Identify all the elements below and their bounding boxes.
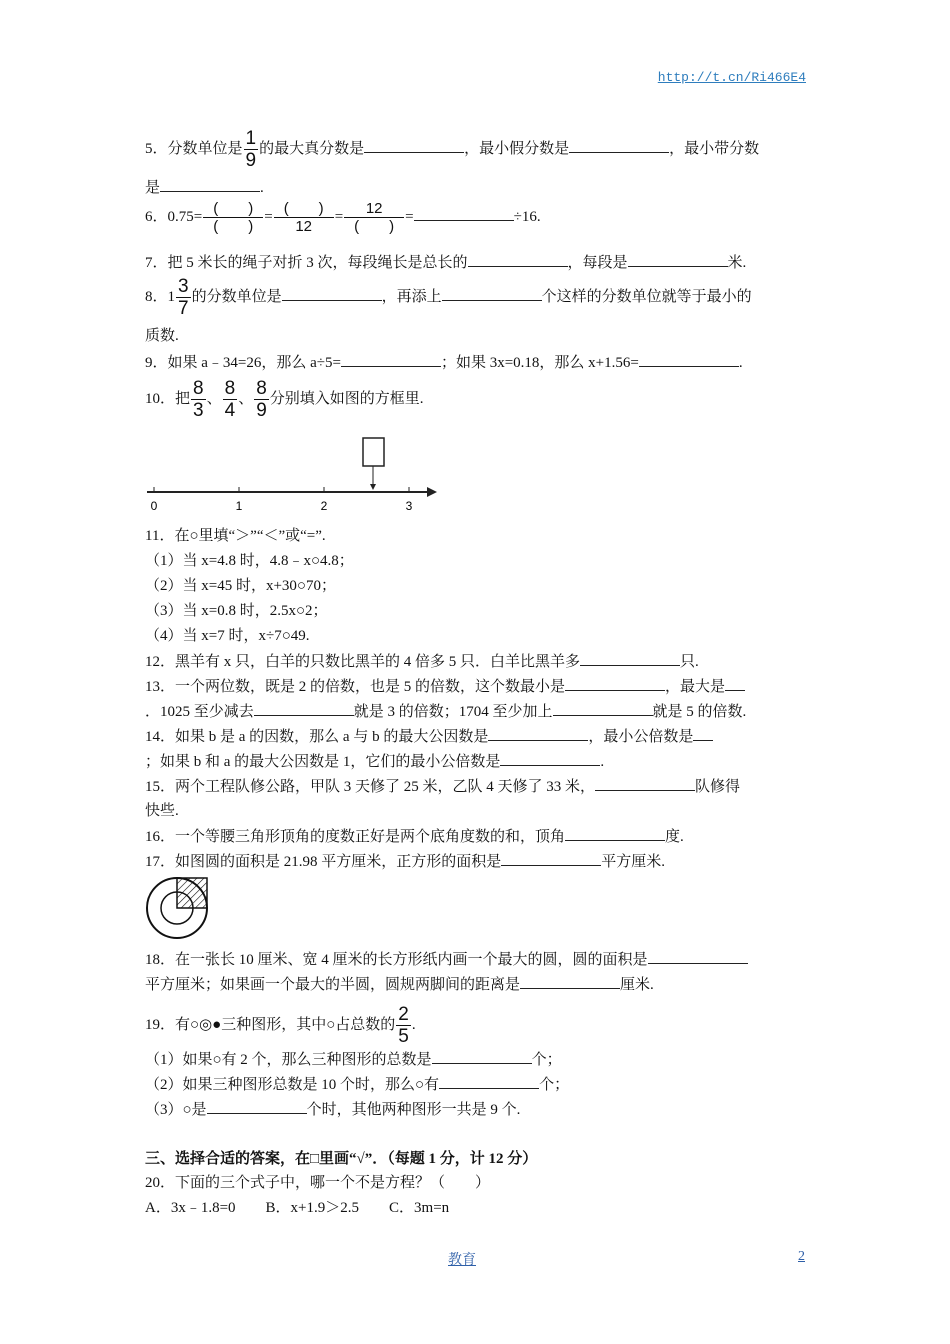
tick-label: 2 — [320, 499, 328, 513]
answer-blank[interactable] — [595, 776, 695, 791]
fraction: $\frac{( )}{( )}$ — [203, 200, 263, 235]
option-c[interactable]: C．3m=n — [389, 1200, 450, 1216]
fraction: $\frac{3}{7}$ — [178, 276, 189, 319]
question-13-cont: ．1025 至少减去 就是 3 的倍数；1704 至少加上 就是 5 的倍数. — [145, 701, 746, 722]
question-16: 16．一个等腰三角形顶角的度数正好是两个底角度数的和，顶角 度. — [145, 826, 684, 847]
answer-blank[interactable] — [282, 286, 382, 301]
fraction: $\frac{8}{9}$ — [256, 378, 267, 421]
question-15: 15．两个工程队修公路，甲队 3 天修了 25 米，乙队 4 天修了 33 米， 队修得 — [145, 776, 740, 797]
question-10: 10．把 $\frac{8}{3}$ 、 $\frac{8}{4}$ 、 $\frac{8}{9}$ 分别填入如图的方框里. — [145, 378, 424, 421]
answer-blank[interactable] — [648, 949, 748, 964]
question-11-item: （1）当 x=4.8 时，4.8﹣x○4.8； — [145, 553, 354, 569]
question-9: 9．如果 a﹣34=26，那么 a÷5= ；如果 3x=0.18，那么 x+1.56= . — [145, 352, 743, 373]
footer-label[interactable]: 教育 — [448, 1253, 476, 1268]
question-12: 12．黑羊有 x 只，白羊的只数比黑羊的 4 倍多 5 只．白羊比黑羊多 只. — [145, 651, 699, 672]
fraction: $\frac{1}{9}$ — [245, 128, 257, 171]
tick-label: 1 — [235, 499, 243, 513]
answer-blank[interactable] — [628, 252, 728, 267]
fraction: $\frac{8}{4}$ — [224, 378, 236, 421]
question-14: 14．如果 b 是 a 的因数，那么 a 与 b 的最大公因数是 ，最小公倍数是 — [145, 726, 713, 747]
number-line-figure — [143, 432, 443, 514]
answer-blank[interactable] — [569, 138, 669, 153]
fraction: $\frac{8}{3}$ — [193, 378, 204, 421]
answer-blank[interactable] — [254, 701, 354, 716]
answer-blank[interactable] — [565, 676, 665, 691]
arrow-head — [370, 484, 376, 490]
answer-blank[interactable] — [207, 1099, 307, 1114]
answer-blank[interactable] — [639, 352, 739, 367]
answer-blank[interactable] — [432, 1049, 532, 1064]
answer-blank[interactable] — [414, 206, 514, 221]
question-19: 19．有○◎●三种图形，其中○占总数的 $\frac{2}{5}$ . — [145, 1004, 416, 1047]
question-11-item: （4）当 x=7 时，x÷7○49. — [145, 628, 310, 644]
answer-blank[interactable] — [341, 352, 441, 367]
page-number: 2 — [798, 1249, 805, 1264]
tick-label: 3 — [405, 499, 413, 513]
circle-square-figure — [144, 874, 214, 944]
question-17: 17．如图圆的面积是 21.98 平方厘米，正方形的面积是 平方厘米. — [145, 851, 665, 872]
answer-blank[interactable] — [520, 974, 620, 989]
question-15-cont: 快些. — [145, 803, 179, 819]
option-b[interactable]: B．x+1.9＞2.5 — [265, 1200, 360, 1216]
answer-box — [363, 438, 384, 466]
question-5-cont: 是 . — [145, 177, 264, 198]
fraction: $\frac{2}{5}$ — [398, 1004, 409, 1047]
question-11-item: （3）当 x=0.8 时，2.5x○2； — [145, 603, 328, 619]
fraction: $\frac{12}{( )}$ — [344, 200, 404, 235]
question-8-cont: 质数. — [145, 328, 179, 344]
question-6: 6．0.75= $\frac{( )}{( )}$ = $\frac{( )}{12}$ = $\frac{12}{( )}$ = ÷16. — [145, 200, 541, 235]
question-18-cont: 平方厘米；如果画一个最大的半圆，圆规两脚间的距离是 厘米. — [145, 974, 654, 995]
section-3-title: 三、选择合适的答案，在□里画“√”．（每题 1 分，计 12 分） — [145, 1151, 538, 1167]
fraction: $\frac{( )}{12}$ — [274, 200, 334, 235]
answer-blank[interactable] — [468, 252, 568, 267]
answer-blank[interactable] — [501, 851, 601, 866]
question-19-item: （3）○是 个时，其他两种图形一共是 9 个. — [145, 1099, 520, 1120]
answer-blank[interactable] — [488, 726, 588, 741]
tick-label: 0 — [150, 499, 158, 513]
question-7: 7．把 5 米长的绳子对折 3 次，每段绳长是总长的 ，每段是 米. — [145, 252, 746, 273]
question-20: 20．下面的三个式子中，哪一个不是方程？（ ） — [145, 1175, 491, 1191]
question-20-options — [145, 1198, 449, 1218]
answer-blank[interactable] — [553, 701, 653, 716]
question-8: 8．1 $\frac{3}{7}$ 的分数单位是 ，再添上 个这样的分数单位就等于最小的 — [145, 276, 752, 319]
answer-blank[interactable] — [580, 651, 680, 666]
question-19-item: （1）如果○有 2 个，那么三种图形的总数是 个； — [145, 1049, 562, 1070]
answer-blank[interactable] — [364, 138, 464, 153]
answer-blank[interactable] — [725, 676, 745, 691]
answer-blank[interactable] — [442, 286, 542, 301]
answer-blank[interactable] — [160, 177, 260, 192]
question-11-title: 11．在○里填“＞”“＜”或“=”. — [145, 528, 326, 544]
axis-arrow — [427, 487, 437, 497]
header-url[interactable]: http://t.cn/Ri466E4 — [657, 70, 806, 85]
question-14-cont: ；如果 b 和 a 的最大公因数是 1，它们的最小公倍数是 . — [145, 751, 604, 772]
question-11-item: （2）当 x=45 时，x+30○70； — [145, 578, 336, 594]
answer-blank[interactable] — [693, 726, 713, 741]
question-18: 18．在一张长 10 厘米、宽 4 厘米的长方形纸内画一个最大的圆，圆的面积是 — [145, 949, 748, 970]
question-5: 5．分数单位是 $\frac{1}{9}$ 的最大真分数是 ，最小假分数是 ，最小带分数 — [145, 128, 760, 171]
answer-blank[interactable] — [565, 826, 665, 841]
question-13: 13．一个两位数，既是 2 的倍数，也是 5 的倍数，这个数最小是 ，最大是 — [145, 676, 745, 697]
answer-blank[interactable] — [439, 1074, 539, 1089]
question-19-item: （2）如果三种图形总数是 10 个时，那么○有 个； — [145, 1074, 569, 1095]
option-a[interactable]: A．3x﹣1.8=0 — [145, 1200, 236, 1216]
answer-blank[interactable] — [500, 751, 600, 766]
